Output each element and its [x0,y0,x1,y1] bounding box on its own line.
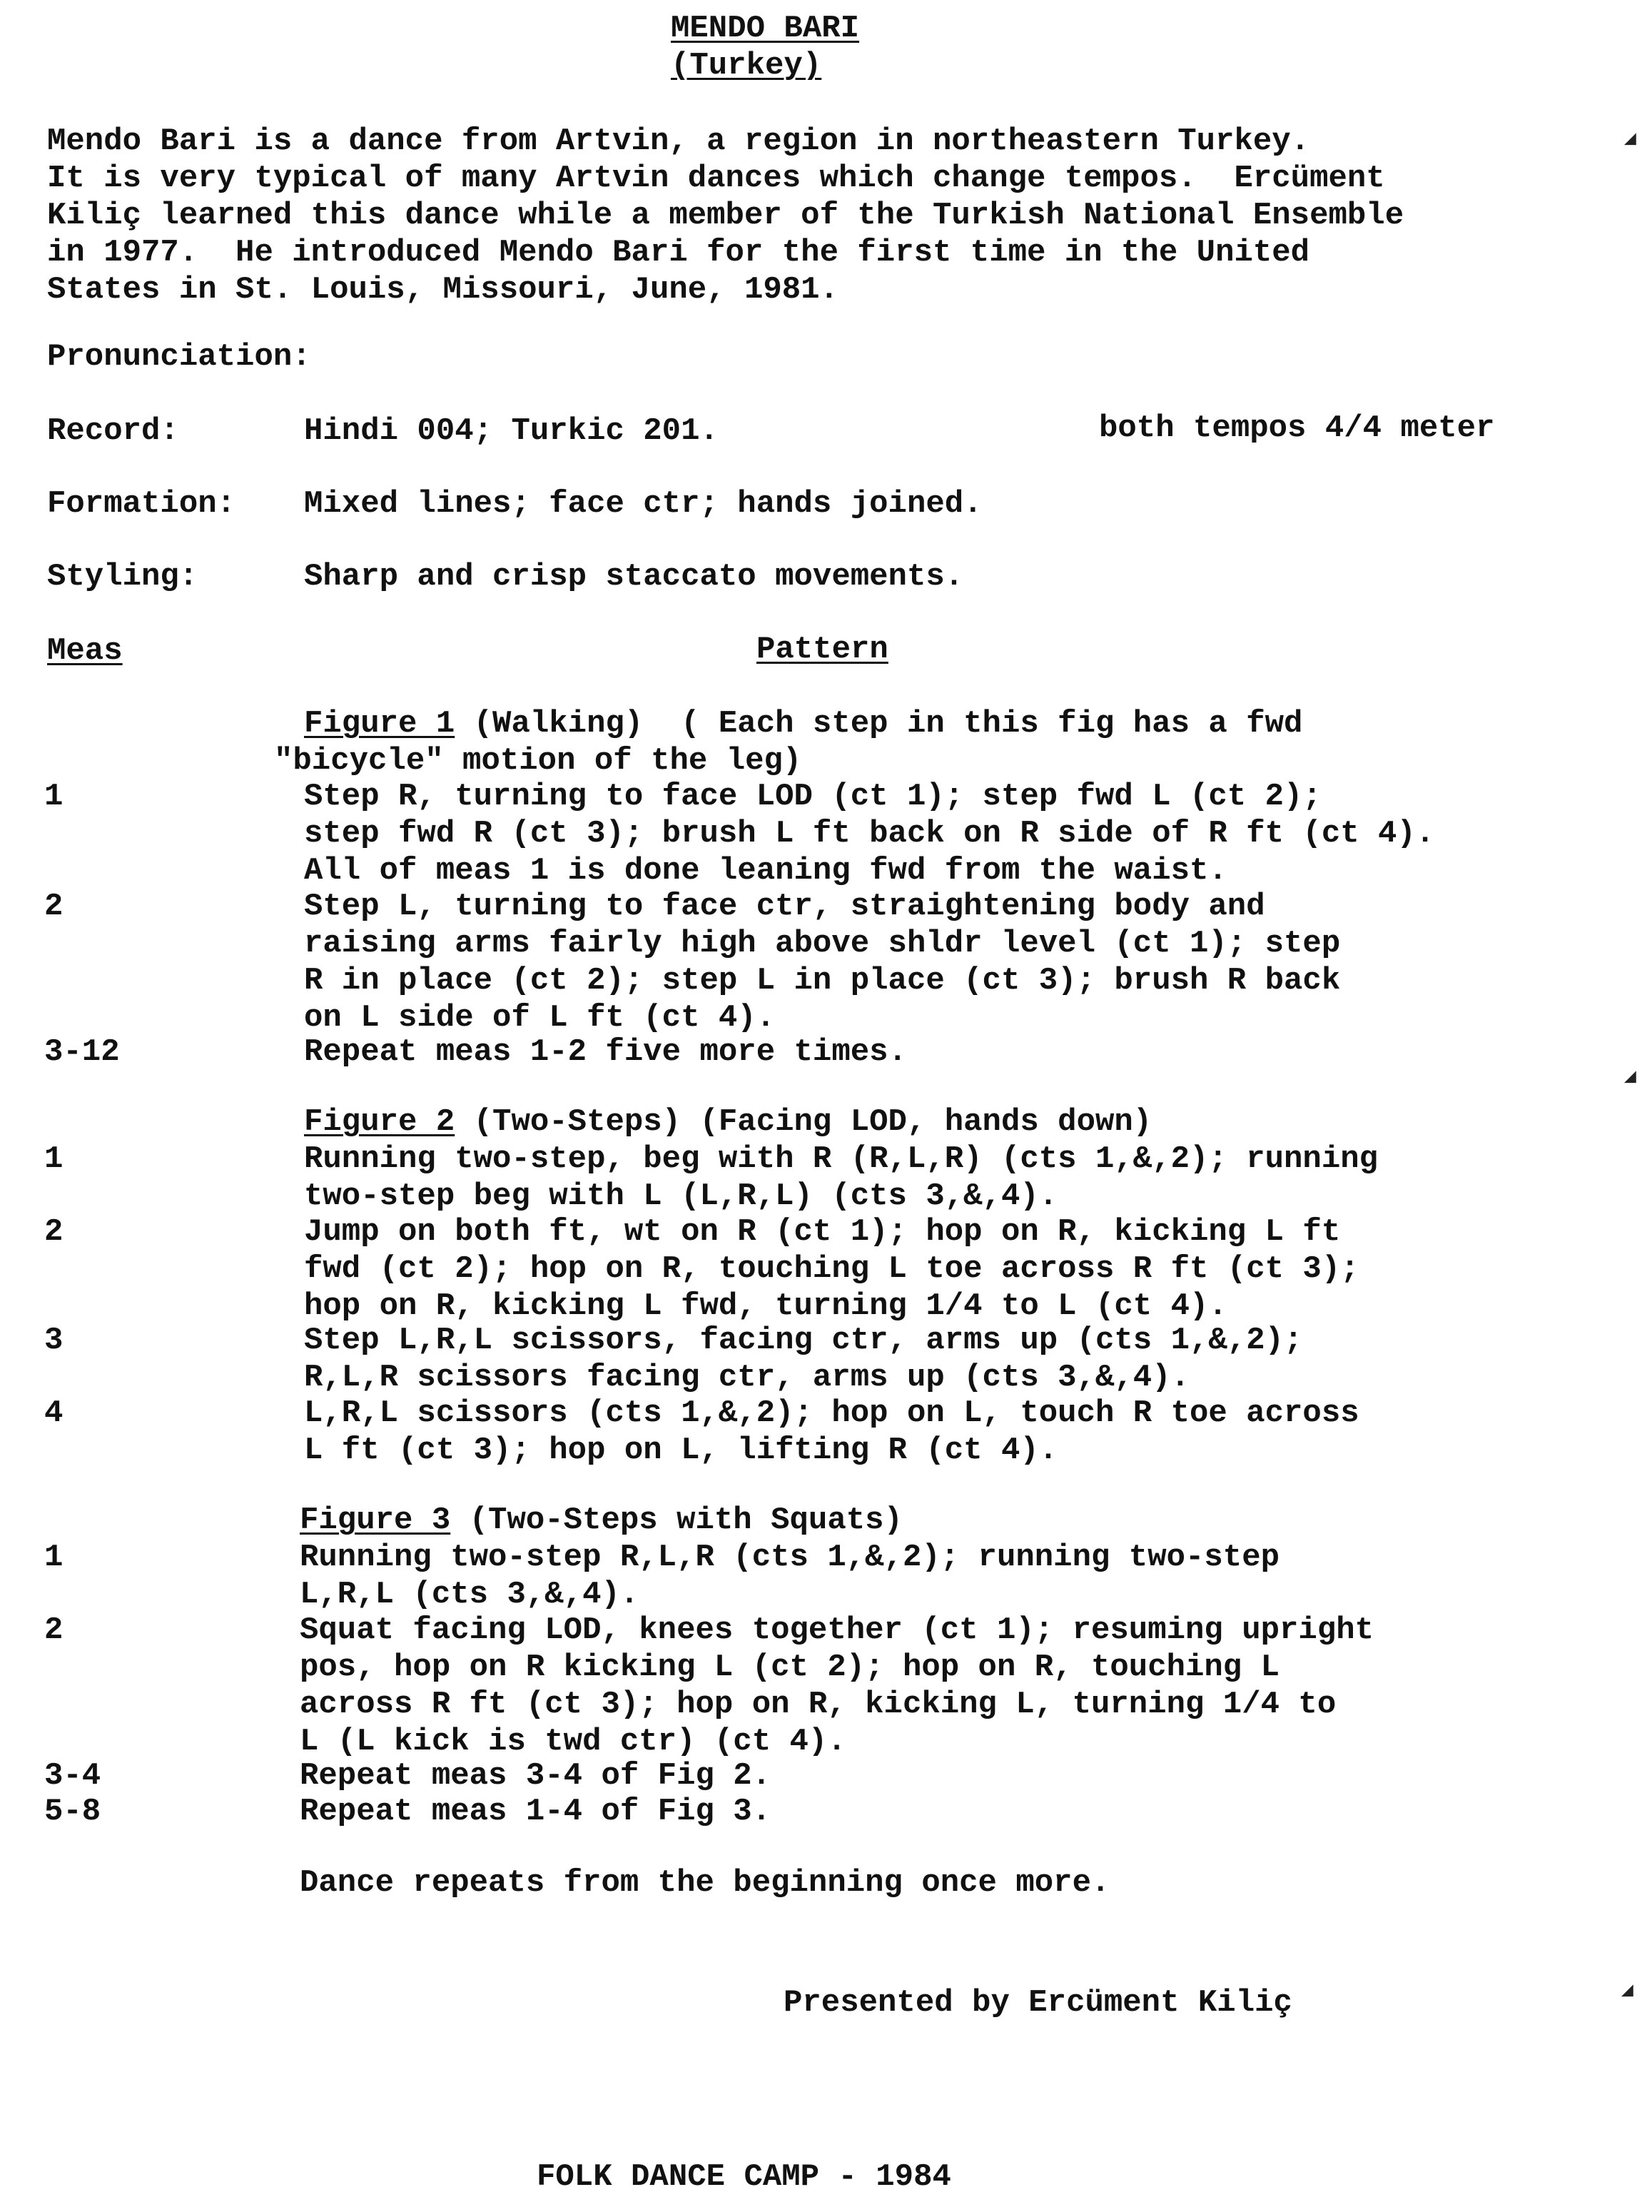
pronunciation-label: Pronunciation: [47,339,311,375]
dance-subtitle: (Turkey) [671,48,822,84]
fig3-pattern-4: Repeat meas 1-4 of Fig 3. [300,1794,771,1829]
figure-3-heading [300,1502,903,1539]
record-value: Hindi 004; Turkic 201. [304,413,719,449]
fig2-pattern-2: Jump on both ft, wt on R (ct 1); hop on R, kicking L ft fwd (ct 2); hop on R, touching L toe across R ft (ct 3); hop on R, kicking L fwd, turning 1/4 to L (ct 4). [304,1214,1359,1324]
record-label: Record: [47,413,179,449]
figure-2-heading [304,1104,1152,1141]
meas-header: Meas [47,633,123,669]
fig3-meas-2: 2 [44,1612,64,1648]
styling-value: Sharp and crisp staccato movements. [304,559,964,595]
fig3-pattern-1: Running two-step R,L,R (cts 1,&,2); running two-step L,R,L (cts 3,&,4). [300,1540,1280,1612]
fig2-meas-3: 3 [44,1323,64,1358]
figure-3-title: Figure 3 [300,1503,451,1538]
fig2-pattern-3: Step L,R,L scissors, facing ctr, arms up (cts 1,&,2); R,L,R scissors facing ctr, arms up (cts 3,&,4). [304,1323,1303,1395]
fig1-meas-1: 1 [44,779,64,814]
scan-mark: ◢ [1624,128,1636,151]
dance-title: MENDO BARI [671,11,860,46]
figure-1-heading [304,705,1302,742]
fig2-meas-4: 4 [44,1395,64,1431]
fig1-pattern-3: Repeat meas 1-2 five more times. [304,1034,907,1070]
fig3-meas-3: 3-4 [44,1758,101,1794]
figure-2-description: (Two-Steps) (Facing LOD, hands down) [455,1104,1152,1140]
formation-label: Formation: [47,486,236,522]
scan-mark: ◢ [1621,1980,1633,2002]
scan-mark: ◢ [1624,1066,1636,1089]
fig2-pattern-1: Running two-step, beg with R (R,L,R) (cts 1,&,2); running two-step beg with L (L,R,L) (cts 3,&,4). [304,1141,1379,1214]
figure-1-description-line2: "bicycle" motion of the leg) [274,743,802,779]
fig3-pattern-2: Squat facing LOD, knees together (ct 1); resuming upright pos, hop on R kicking L (ct 2); hop on R, touching L across R ft (ct 3); hop on R, kicking L, turning 1/4 to L (L kick is twd ctr) (ct 4). [300,1612,1374,1759]
fig1-pattern-1: Step R, turning to face LOD (ct 1); step fwd L (ct 2); step fwd R (ct 3); brush L ft back on R side of R ft (ct 4). All of meas 1 is done leaning fwd from the waist. [304,779,1435,889]
page-footer: FOLK DANCE CAMP - 1984 [537,2159,951,2195]
figure-3-description: (Two-Steps with Squats) [450,1503,903,1538]
figure-2-title: Figure 2 [304,1104,455,1140]
figure-1-title: Figure 1 [304,706,455,742]
fig1-meas-2: 2 [44,889,64,924]
formation-value: Mixed lines; face ctr; hands joined. [304,486,983,522]
fig2-pattern-4: L,R,L scissors (cts 1,&,2); hop on L, touch R toe across L ft (ct 3); hop on L, lifting R (ct 4). [304,1395,1359,1468]
fig3-meas-4: 5-8 [44,1794,101,1829]
intro-paragraph: Mendo Bari is a dance from Artvin, a region in northeastern Turkey. It is very typical of many Artvin dances which change tempos. Ercüment Kiliç learned this dance while a member of the Turkish National Ensemble in 1977. He introduced Mendo Bari for the first time in the United States in St. Louis, Missouri, June, 1981. [47,123,1404,308]
fig1-pattern-2: Step L, turning to face ctr, straightening body and raising arms fairly high above shldr level (ct 1); step R in place (ct 2); step L in place (ct 3); brush R back on L side of L ft (ct 4). [304,889,1341,1036]
pattern-header: Pattern [756,632,888,667]
fig2-meas-2: 2 [44,1214,64,1250]
figure-1-description: (Walking) ( Each step in this fig has a fwd [455,706,1303,742]
fig3-pattern-3: Repeat meas 3-4 of Fig 2. [300,1758,771,1794]
closing-note: Dance repeats from the beginning once more. [300,1865,1110,1901]
styling-label: Styling: [47,559,198,595]
record-note: both tempos 4/4 meter [1099,410,1495,446]
fig3-meas-1: 1 [44,1540,64,1575]
fig2-meas-1: 1 [44,1141,64,1177]
presenter-credit: Presented by Ercüment Kiliç [784,1985,1292,2021]
fig1-meas-3: 3-12 [44,1034,120,1070]
